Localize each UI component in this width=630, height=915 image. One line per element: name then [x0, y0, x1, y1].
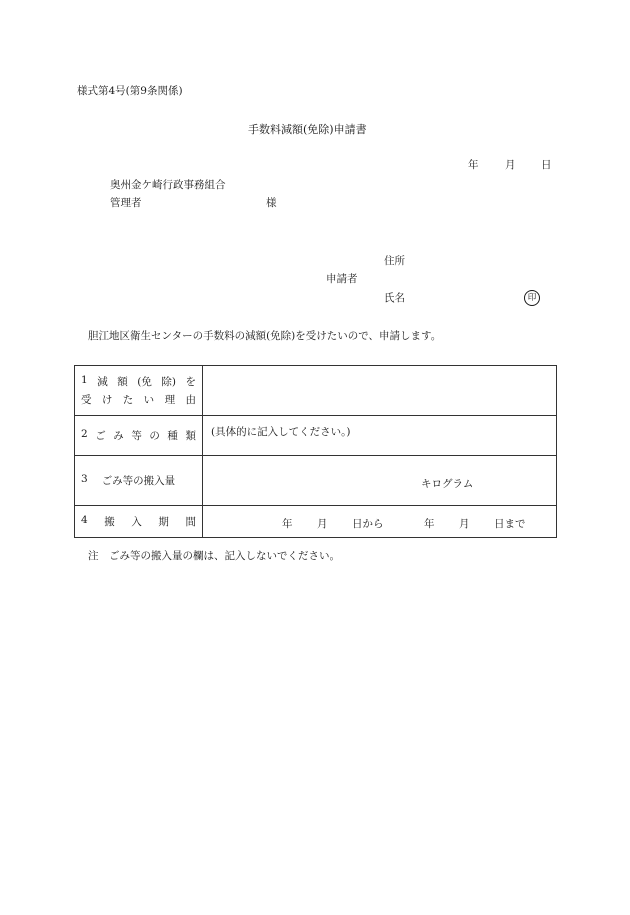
label-char: 等	[131, 430, 142, 442]
label-char: (免	[137, 376, 152, 388]
label-char: 額	[117, 376, 128, 388]
table-row-period	[75, 506, 557, 538]
reason-label-cell	[75, 366, 203, 416]
footnote: 注 ごみ等の搬入量の欄は、記入しないでください。	[88, 550, 340, 562]
recipient-honorific: 様	[266, 197, 277, 209]
kilogram-unit: キログラム	[421, 478, 474, 490]
recipient-title: 管理者	[110, 197, 142, 209]
seal-mark: 印	[524, 290, 540, 306]
quantity-label	[75, 473, 202, 488]
period-to-month: 月	[459, 518, 470, 530]
period-to-year: 年	[424, 518, 435, 530]
label-char: 搬	[104, 516, 115, 528]
label-char: 理	[164, 394, 176, 406]
date-day-label: 日	[541, 159, 552, 171]
label-char: け	[101, 394, 113, 406]
quantity-label-text: ごみ等の搬入量	[101, 475, 176, 487]
waste-type-input-cell[interactable]	[203, 416, 557, 456]
period-from-month: 月	[317, 518, 328, 530]
label-char: 期	[158, 516, 169, 528]
application-table	[74, 365, 557, 538]
label-char: 由	[185, 394, 196, 406]
label-char: 種	[167, 430, 178, 442]
period-label-cell	[75, 506, 203, 538]
table-row-reason	[75, 366, 557, 416]
applicant-label: 申請者	[326, 273, 358, 285]
label-char: の	[149, 430, 160, 442]
period-from-day: 日から	[352, 518, 384, 530]
row-number: 3	[81, 473, 88, 485]
quantity-label-cell	[75, 456, 203, 506]
waste-type-hint: (具体的に記入してください。)	[211, 426, 351, 438]
intro-text: 胆江地区衛生センターの手数料の減額(免除)を受けたいので、申請します。	[88, 330, 442, 342]
quantity-input-cell[interactable]	[203, 456, 557, 506]
period-from-year: 年	[282, 518, 293, 530]
address-label: 住所	[384, 255, 405, 267]
label-char: 受	[81, 394, 92, 406]
label-char: 入	[131, 516, 142, 528]
row-number: 4	[81, 514, 88, 526]
name-label: 氏名	[384, 292, 405, 304]
label-char: を	[185, 376, 196, 388]
period-to-day: 日まで	[494, 518, 526, 530]
reason-input-cell[interactable]	[203, 366, 557, 416]
table-row-waste-type	[75, 416, 557, 456]
label-char: 類	[185, 430, 196, 442]
form-number: 様式第4号(第9条関係)	[77, 85, 183, 97]
date-year-label: 年	[468, 159, 479, 171]
row-number: 1	[81, 374, 88, 386]
label-char: 間	[185, 516, 196, 528]
period-label	[75, 514, 202, 529]
waste-type-label-cell	[75, 416, 203, 456]
date-month-label: 月	[505, 159, 516, 171]
label-char: 除)	[161, 376, 176, 388]
waste-type-label	[75, 428, 202, 443]
label-char: た	[122, 394, 134, 406]
label-char: い	[143, 394, 155, 406]
label-char: ご	[95, 430, 106, 442]
label-char: み	[113, 430, 124, 442]
label-char: 減	[97, 376, 108, 388]
recipient-organization: 奥州金ケ崎行政事務組合	[110, 179, 226, 191]
period-input-cell[interactable]	[203, 506, 557, 538]
document-title: 手数料減額(免除)申請書	[248, 123, 367, 136]
row-number: 2	[81, 428, 88, 440]
table-row-quantity	[75, 456, 557, 506]
reason-label-line1	[81, 374, 196, 389]
reason-label-line2	[81, 392, 196, 407]
